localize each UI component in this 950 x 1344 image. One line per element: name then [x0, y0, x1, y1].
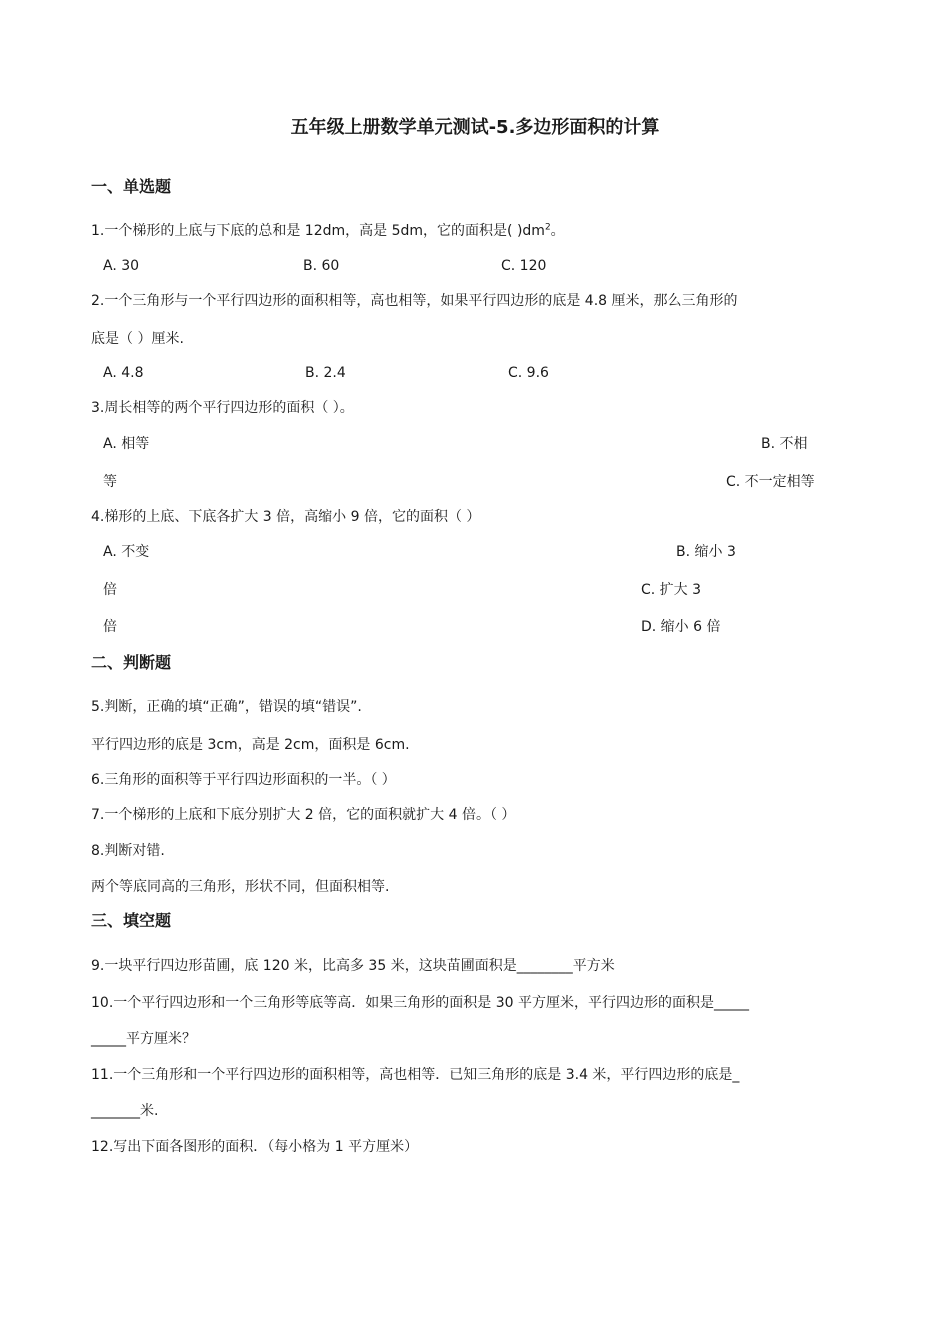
section-heading-fill-blank: 三、填空题 [91, 911, 172, 930]
question-2-option-a[interactable]: A. 4.8 [103, 365, 144, 381]
question-1-option-c[interactable]: C. 120 [501, 258, 547, 274]
question-1-option-b[interactable]: B. 60 [303, 258, 340, 274]
question-3-option-b[interactable]: B. 不相 [761, 436, 808, 452]
question-4-option-c-wrap: 倍 [103, 619, 117, 635]
question-4-option-c[interactable]: C. 扩大 3 [641, 582, 702, 598]
page-title: 五年级上册数学单元测试-5.多边形面积的计算 [290, 117, 660, 138]
question-1 [91, 221, 565, 241]
question-9: 9.一块平行四边形苗圃，底 120 米，比高多 35 米，这块苗圃面积是________平方米 [91, 958, 615, 974]
question-3-option-a[interactable]: A. 相等 [103, 436, 150, 452]
question-11-line-1: 11.一个三角形和一个平行四边形的面积相等，高也相等．已知三角形的底是 3.4 米，平行四边形的底是_ [91, 1067, 740, 1083]
question-5-line-2: 平行四边形的底是 3cm，高是 2cm，面积是 6cm. [91, 737, 410, 753]
question-10-line-1: 10.一个平行四边形和一个三角形等底等高．如果三角形的面积是 30 平方厘米，平行四边形的面积是_____ [91, 995, 749, 1011]
question-1-option-a[interactable]: A. 30 [103, 258, 140, 274]
question-4-option-b-wrap: 倍 [103, 582, 117, 598]
question-2-line-1: 2.一个三角形与一个平行四边形的面积相等，高也相等，如果平行四边形的底是 4.8 厘米，那么三角形的 [91, 293, 738, 309]
question-2-line-2: 底是（ ）厘米. [91, 331, 184, 347]
question-6: 6.三角形的面积等于平行四边形面积的一半。（ ） [91, 772, 396, 788]
question-2-option-b[interactable]: B. 2.4 [305, 365, 346, 381]
question-4-stem: 4.梯形的上底、下底各扩大 3 倍，高缩小 9 倍，它的面积（ ） [91, 509, 481, 525]
question-4-option-a[interactable]: A. 不变 [103, 544, 150, 560]
question-4-option-d[interactable]: D. 缩小 6 倍 [641, 619, 721, 635]
section-heading-true-false: 二、判断题 [91, 653, 172, 672]
question-11-line-2: _______米. [91, 1103, 159, 1119]
question-3-option-c[interactable]: C. 不一定相等 [726, 474, 815, 490]
question-10-line-2: _____平方厘米？ [91, 1031, 196, 1047]
question-7: 7.一个梯形的上底和下底分别扩大 2 倍，它的面积就扩大 4 倍。（ ） [91, 807, 516, 823]
question-1-stem-end: 。 [550, 223, 565, 239]
question-3-option-b-wrap: 等 [103, 474, 117, 490]
question-2-option-c[interactable]: C. 9.6 [508, 365, 549, 381]
question-8-line-1: 8.判断对错. [91, 843, 165, 859]
question-4-option-b[interactable]: B. 缩小 3 [676, 544, 736, 560]
question-1-stem: 1.一个梯形的上底与下底的总和是 12dm，高是 5dm，它的面积是( )dm [91, 223, 545, 239]
question-1-exponent: 2 [544, 222, 551, 233]
question-12: 12.写出下面各图形的面积．（每小格为 1 平方厘米） [91, 1139, 419, 1155]
section-heading-single-choice: 一、单选题 [91, 177, 172, 196]
question-3-stem: 3.周长相等的两个平行四边形的面积（ ）。 [91, 400, 354, 416]
question-5-line-1: 5.判断，正确的填“正确”，错误的填“错误”. [91, 699, 362, 715]
question-8-line-2: 两个等底同高的三角形，形状不同，但面积相等. [91, 879, 390, 895]
